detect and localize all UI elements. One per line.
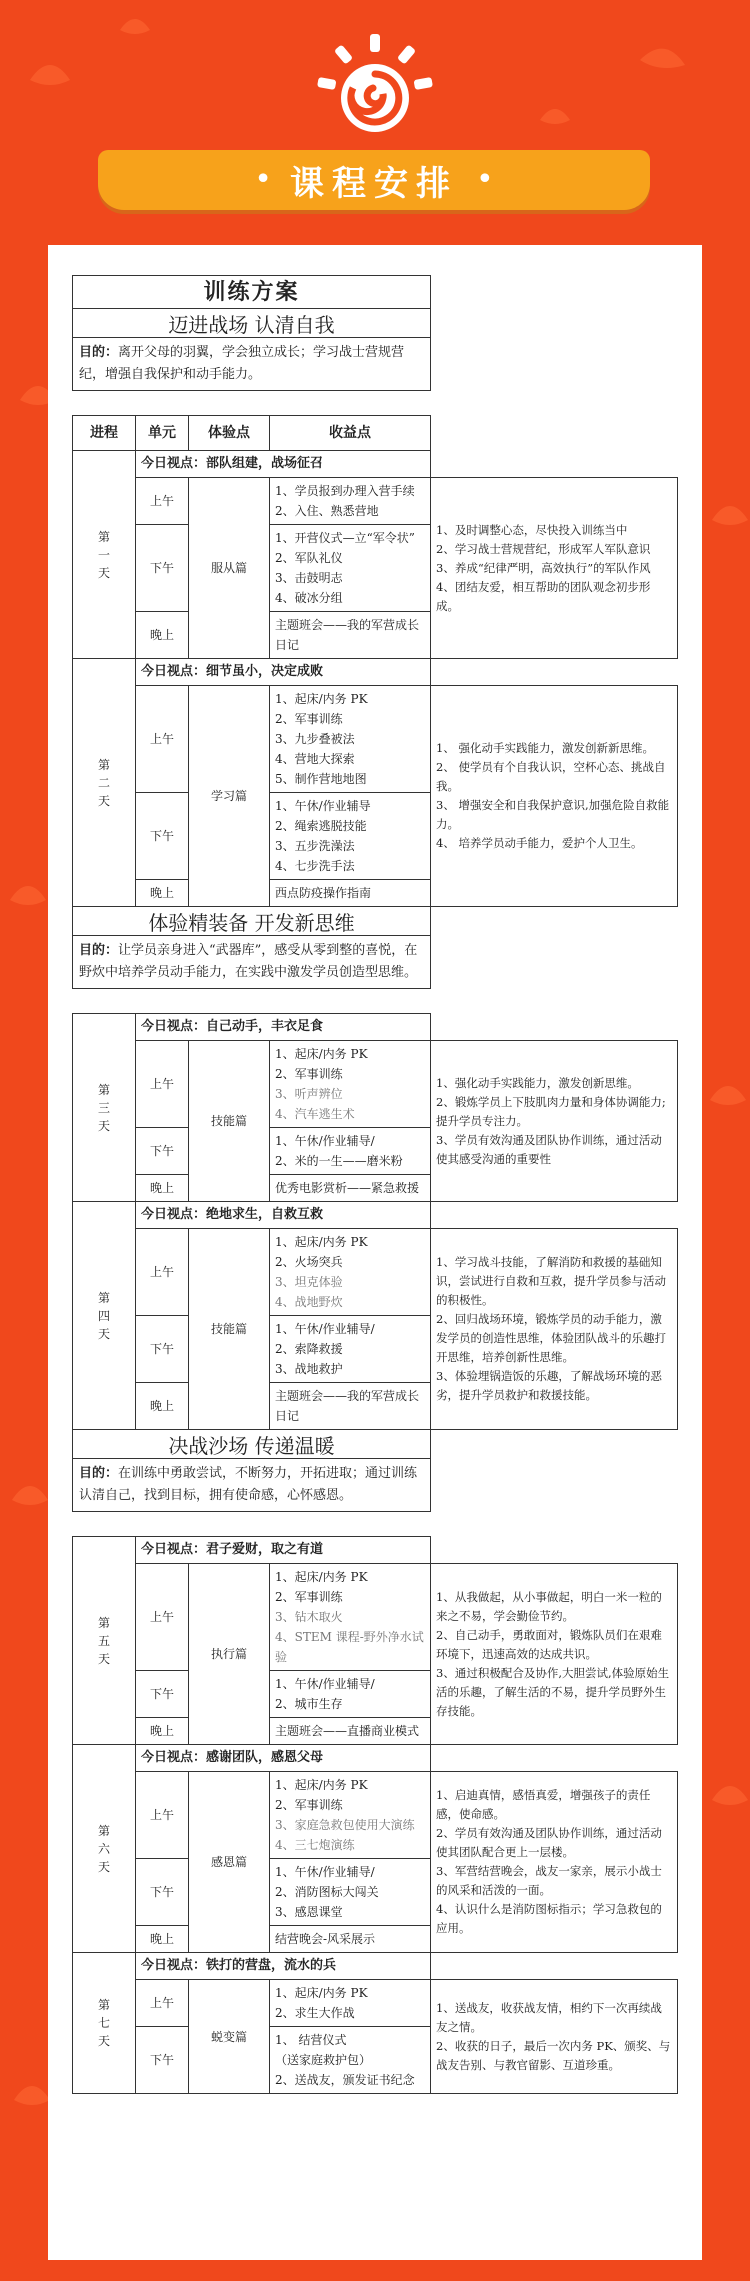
benefit-item: 3、军营结营晚会，战友一家亲，展示小战士的风采和活泼的一面。 [436, 1864, 662, 1897]
header-unit: 单元 [136, 416, 189, 451]
activity-list [270, 1671, 431, 1718]
time-slot: 下午 [136, 1128, 189, 1175]
day-view: 今日视点：部队组建，战场征召 [136, 451, 431, 478]
activity-list [270, 880, 431, 907]
unit-name: 技能篇 [189, 1041, 270, 1202]
benefit-list [431, 1772, 678, 1953]
activity-item: 4、营地大探索 [275, 752, 355, 766]
activity-item: 2、米的一生——磨米粉 [275, 1154, 403, 1168]
day-char: 天 [97, 2034, 110, 2048]
activity-item: 2、求生大作战 [275, 2006, 355, 2020]
activity-item: 5、制作营地地图 [275, 772, 367, 786]
benefit-list [431, 1980, 678, 2094]
day-label [73, 1953, 136, 2094]
activity-item: 2、军事训练 [275, 1067, 343, 1081]
activity-item: 3、击鼓明志 [275, 571, 343, 585]
activity-list [270, 686, 431, 793]
slot-row [73, 1041, 678, 1128]
banner-title: 课程安排 [290, 163, 458, 204]
activity-list [270, 793, 431, 880]
slot-row [73, 686, 678, 793]
activity-item: 1、起床/内务 PK [275, 692, 368, 706]
day-view: 今日视点：君子爱财，取之有道 [136, 1537, 431, 1564]
activity-list [270, 1128, 431, 1175]
day-view: 今日视点：绝地求生，自救互救 [136, 1202, 431, 1229]
slot-row [73, 1980, 678, 2027]
slot-row [73, 478, 678, 525]
day-char: 第 [97, 1290, 110, 1305]
time-slot: 上午 [136, 1772, 189, 1859]
benefit-item: 2、 使学员有个自我认识，空杯心态、挑战自我。 [436, 760, 666, 793]
day-char: 一 [97, 547, 110, 562]
activity-item: 1、起床/内务 PK [275, 1235, 368, 1249]
day-view: 今日视点：铁打的营盘，流水的兵 [136, 1953, 431, 1980]
benefit-item: 1、 强化动手实践能力，激发创新新思维。 [436, 741, 654, 755]
benefit-item: 1、从我做起，从小事做起，明白一米一粒的来之不易，学会勤俭节约。 [436, 1589, 662, 1623]
activity-list [270, 612, 431, 659]
day-label [73, 1745, 136, 1953]
activity-item: 2、军事训练 [275, 1798, 343, 1812]
sheet-title: 训练方案 [73, 276, 431, 309]
phase-goal [73, 1459, 431, 1512]
unit-name: 蜕变篇 [189, 1980, 270, 2094]
benefit-list [431, 1564, 678, 1745]
benefit-item: 1、强化动手实践能力，激发创新思维。 [436, 1075, 639, 1090]
benefit-item: 1、启迪真情，感悟真爱，增强孩子的责任感，使命感。 [436, 1788, 651, 1821]
activity-item: 3、坦克体验 [275, 1275, 343, 1289]
activity-item: 4、七步洗手法 [275, 859, 355, 873]
day-char: 七 [97, 2016, 110, 2030]
goal-text: 在训练中勇敢尝试，不断努力，开拓进取；通过训练认清自己，找到目标，拥有使命感，心怀感恩。 [79, 1466, 418, 1503]
slot-row [73, 1229, 678, 1316]
activity-item: （送家庭救护包） [275, 2053, 372, 2067]
activity-item: 2、绳索逃脱技能 [275, 819, 367, 833]
goal-label: 目的： [79, 943, 119, 958]
header-experience: 体验点 [189, 416, 270, 451]
activity-item: 西点防疫操作指南 [275, 886, 372, 900]
activity-item: 3、战地救护 [275, 1362, 343, 1376]
time-slot: 上午 [136, 1041, 189, 1128]
sun-spiral-logo [315, 30, 435, 150]
time-slot: 上午 [136, 1980, 189, 2027]
day-view-row [73, 451, 678, 478]
slot-row [73, 1772, 678, 1859]
benefit-list [431, 1041, 678, 1202]
benefit-item: 1、送战友，收获战友情，相约下一次再续战友之情。 [436, 2000, 662, 2034]
phase-title: 体验精装备 开发新思维 [73, 907, 431, 936]
goal-text: 让学员亲身进入“武器库”，感受从零到整的喜悦，在野炊中培养学员动手能力，在实践中激发学员创造型思维。 [79, 943, 418, 980]
activity-item: 1、午休/作业辅导/ [275, 1677, 375, 1691]
benefit-item: 3、通过积极配合及协作,大胆尝试,体验原始生活的乐趣，了解生活的不易，提升学员野外生存技能。 [436, 1665, 670, 1718]
time-slot: 晚上 [136, 1383, 189, 1430]
activity-item: 1、 结营仪式 [275, 2033, 347, 2047]
day-label [73, 1014, 136, 1202]
activity-item: 1、午休/作业辅导/ [275, 1322, 375, 1336]
time-slot: 晚上 [136, 1718, 189, 1745]
time-slot: 上午 [136, 686, 189, 793]
activity-list [270, 1718, 431, 1745]
activity-list [270, 1564, 431, 1671]
activity-item: 3、家庭急救包使用大演练 [275, 1818, 415, 1832]
day-view-row [73, 659, 678, 686]
time-slot: 上午 [136, 478, 189, 525]
day-label [73, 659, 136, 907]
activity-item: 1、起床/内务 PK [275, 1778, 368, 1792]
unit-name: 学习篇 [189, 686, 270, 907]
unit-name: 技能篇 [189, 1229, 270, 1430]
activity-item: 2、入住、熟悉营地 [275, 504, 379, 518]
activity-list [270, 1229, 431, 1316]
time-slot: 上午 [136, 1229, 189, 1316]
day-view: 今日视点：自己动手，丰衣足食 [136, 1014, 431, 1041]
day-char: 天 [97, 1651, 110, 1666]
time-slot: 晚上 [136, 612, 189, 659]
unit-name: 执行篇 [189, 1564, 270, 1745]
benefit-item: 2、回归战场环境，锻炼学员的动手能力，激发学员的创造性思维，体验团队战斗的乐趣打开思维，培养创新性思维。 [436, 1312, 666, 1364]
activity-item: 1、午休/作业辅导/ [275, 1865, 375, 1879]
time-slot: 下午 [136, 2027, 189, 2094]
benefit-list [431, 686, 678, 907]
day-char: 二 [97, 775, 110, 790]
banner [98, 150, 650, 210]
header-benefit: 收益点 [270, 416, 431, 451]
benefit-item: 3、体验埋锅造饭的乐趣，了解战场环境的恶劣，提升学员救护和救援技能。 [436, 1369, 662, 1402]
activity-list [270, 1980, 431, 2027]
day-view-row [73, 1537, 678, 1564]
time-slot: 上午 [136, 1564, 189, 1671]
activity-item: 1、午休/作业辅导/ [275, 1134, 375, 1148]
benefit-item: 2、收获的日子，最后一次内务 PK、颁奖、与战友告别、与教官留影、互道珍重。 [436, 2038, 671, 2072]
banner-bullet-left: • [254, 162, 272, 197]
activity-list [270, 525, 431, 612]
schedule-paper [48, 245, 702, 2260]
phase-goal: 目的：离开父母的羽翼，学会独立成长；学习战士营规营纪，增强自我保护和动手能力。 [73, 338, 431, 391]
benefit-item: 4、团结友爱，相互帮助的团队观念初步形成。 [436, 579, 651, 613]
activity-item: 3、感恩课堂 [275, 1905, 343, 1919]
benefit-item: 2、自己动手，勇敢面对，锻炼队员们在艰难环境下，迅速高效的达成共识。 [436, 1627, 662, 1661]
benefit-item: 3、 增强安全和自我保护意识,加强危险自救能力。 [436, 798, 670, 831]
benefit-item: 1、及时调整心态，尽快投入训练当中 [436, 522, 628, 537]
activity-item: 2、火场突兵 [275, 1255, 343, 1269]
activity-item: 4、汽车逃生术 [275, 1107, 355, 1121]
activity-item: 4、战地野炊 [275, 1295, 343, 1309]
activity-item: 2、军队礼仪 [275, 551, 343, 565]
day-char: 第 [97, 757, 110, 772]
benefit-list [431, 1229, 678, 1430]
time-slot: 晚上 [136, 1175, 189, 1202]
schedule-table [72, 275, 678, 2094]
activity-item: 2、索降救援 [275, 1342, 343, 1356]
day-char: 六 [97, 1841, 110, 1856]
day-view: 今日视点：感谢团队，感恩父母 [136, 1745, 431, 1772]
unit-name: 感恩篇 [189, 1772, 270, 1953]
day-label [73, 451, 136, 659]
phase-goal [73, 936, 431, 989]
activity-item: 1、午休/作业辅导 [275, 799, 371, 813]
benefit-item: 1、学习战斗技能，了解消防和救援的基础知识，尝试进行自救和互救，提升学员参与活动的积极性。 [436, 1255, 666, 1307]
benefit-item: 2、锻炼学员上下肢肌肉力量和身体协调能力;提升学员专注力。 [436, 1094, 666, 1128]
unit-name: 服从篇 [189, 478, 270, 659]
table-header [73, 416, 678, 451]
day-char: 天 [97, 793, 110, 808]
day-char: 四 [97, 1308, 110, 1323]
time-slot: 下午 [136, 1671, 189, 1718]
activity-list [270, 1772, 431, 1859]
activity-item: 主题班会——我的军营成长日记 [275, 1389, 420, 1423]
activity-item: 2、军事训练 [275, 1590, 343, 1604]
benefit-item: 3、学员有效沟通及团队协作训练，通过活动使其感受沟通的重要性 [436, 1132, 662, 1166]
activity-item: 3、钻木取火 [275, 1610, 343, 1624]
activity-list [270, 478, 431, 525]
day-char: 第 [97, 1082, 110, 1097]
activity-list [270, 1316, 431, 1383]
slot-row [73, 1564, 678, 1671]
benefit-item: 4、认识什么是消防图标指示；学习急救包的应用。 [436, 1902, 662, 1935]
activity-list [270, 1041, 431, 1128]
day-view-row [73, 1202, 678, 1229]
activity-item: 2、消防图标大闯关 [275, 1885, 379, 1899]
activity-item: 4、三七炮演练 [275, 1838, 355, 1852]
day-char: 第 [97, 1823, 110, 1838]
activity-item: 1、起床/内务 PK [275, 1047, 368, 1061]
activity-item: 1、学员报到办理入营手续 [275, 484, 415, 498]
day-char: 三 [97, 1100, 110, 1115]
activity-item: 结营晚会-风采展示 [275, 1932, 376, 1946]
day-char: 天 [97, 1859, 110, 1874]
activity-item: 1、起床/内务 PK [275, 1986, 368, 2000]
benefit-list [431, 478, 678, 659]
day-view-row [73, 1014, 678, 1041]
day-char: 天 [97, 1326, 110, 1341]
benefit-item: 2、学员有效沟通及团队协作训练，通过活动使其团队配合更上一层楼。 [436, 1826, 662, 1859]
activity-item: 3、听声辨位 [275, 1087, 343, 1101]
activity-list [270, 1175, 431, 1202]
day-view: 今日视点：细节虽小，决定成败 [136, 659, 431, 686]
activity-item: 4、破冰分组 [275, 591, 343, 605]
time-slot: 晚上 [136, 880, 189, 907]
activity-item: 2、送战友，颁发证书纪念 [275, 2073, 415, 2087]
day-view-row [73, 1745, 678, 1772]
day-char: 第 [97, 1998, 110, 2012]
day-label [73, 1537, 136, 1745]
time-slot: 下午 [136, 793, 189, 880]
phase-title: 决战沙场 传递温暖 [73, 1430, 431, 1459]
activity-item: 2、城市生存 [275, 1697, 343, 1711]
activity-item: 优秀电影赏析——紧急救援 [275, 1181, 420, 1195]
time-slot: 下午 [136, 525, 189, 612]
activity-item: 主题班会——我的军营成长日记 [275, 618, 420, 652]
phase-title: 迈进战场 认清自我 [73, 309, 431, 338]
benefit-item: 3、养成“纪律严明，高效执行”的军队作风 [436, 560, 651, 575]
activity-list [270, 1926, 431, 1953]
day-char: 第 [97, 1615, 110, 1630]
day-char: 第 [97, 529, 110, 544]
activity-item: 1、起床/内务 PK [275, 1570, 368, 1584]
day-label [73, 1202, 136, 1430]
time-slot: 下午 [136, 1316, 189, 1383]
activity-list [270, 2027, 431, 2094]
day-char: 天 [97, 1118, 110, 1133]
activity-item: 4、STEM 课程-野外净水试验 [275, 1630, 424, 1664]
activity-item: 主题班会——直播商业模式 [275, 1724, 420, 1738]
goal-label: 目的： [79, 1466, 119, 1481]
activity-item: 1、开营仪式—立“军令状” [275, 531, 415, 545]
day-char: 五 [97, 1633, 110, 1648]
day-view-row [73, 1953, 678, 1980]
activity-list [270, 1383, 431, 1430]
day-char: 天 [97, 565, 110, 580]
benefit-item: 2、学习战士营规营纪，形成军人军队意识 [436, 541, 651, 556]
activity-item: 2、军事训练 [275, 712, 343, 726]
banner-bullet-right: • [476, 162, 494, 197]
activity-item: 3、五步洗澡法 [275, 839, 355, 853]
time-slot: 晚上 [136, 1926, 189, 1953]
activity-list [270, 1859, 431, 1926]
time-slot: 下午 [136, 1859, 189, 1926]
activity-item: 3、九步叠被法 [275, 732, 355, 746]
benefit-item: 4、 培养学员动手能力，爱护个人卫生。 [436, 836, 643, 850]
header-progress: 进程 [73, 416, 136, 451]
